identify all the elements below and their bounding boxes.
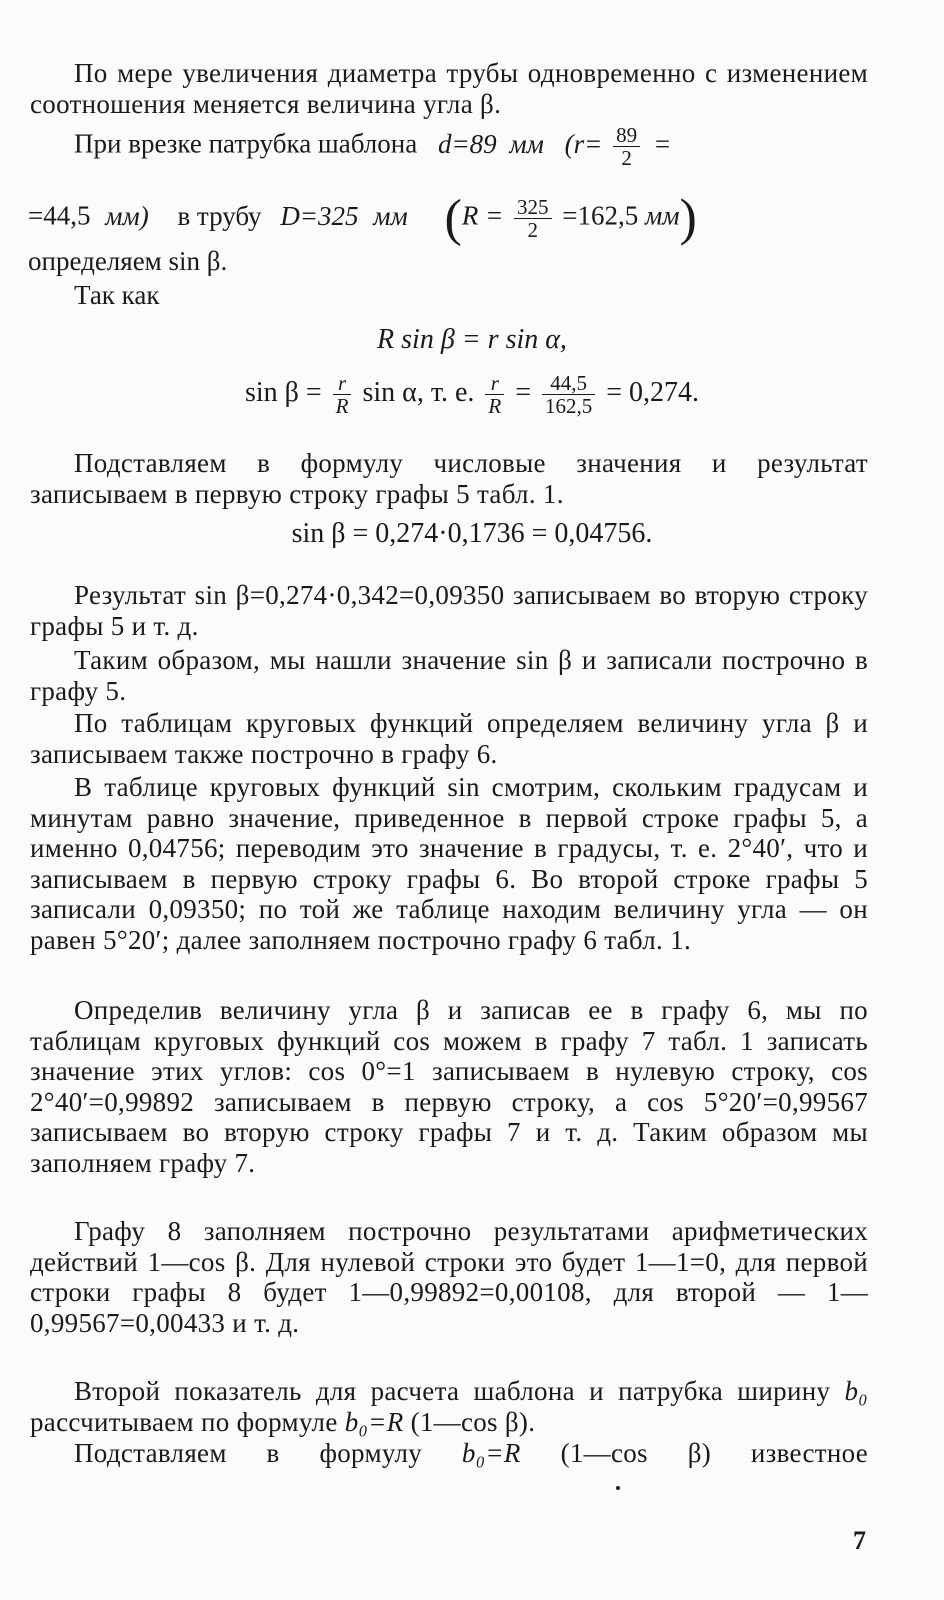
b0-formula: b₀=R xyxy=(461,1438,521,1468)
page-number: 7 xyxy=(853,1526,866,1555)
fraction-325-2 xyxy=(514,196,552,241)
numerator: 44,5 xyxy=(542,372,595,395)
denominator: R xyxy=(488,394,502,418)
text-since: Так как xyxy=(74,280,160,310)
paragraph-9: Определив величину угла β и записав ее в графу 6, мы по таблицам круговых функций cos можем в графу 7 табл. 1 записать значение этих углов: cos 0°=1 записываем в нулевую строку, cos 2°40′=0,99892 записываем в первую строку, а cos 5°20′=0,99567 записываем во вторую строку графы 7 и т. д. Таким образом мы заполняем графу 7. xyxy=(30,995,868,1178)
unit-mm: мм xyxy=(645,200,680,231)
result: = 0,274. xyxy=(606,376,700,408)
d-value: d=89 xyxy=(437,128,497,159)
sin-alpha: sin α, т. е. xyxy=(362,376,475,408)
text: (1—cos β). xyxy=(410,1406,536,1437)
fraction-r-R-2 xyxy=(485,372,504,417)
paragraph-5: Результат sin β=0,274·0,342=0,09350 записываем во вторую строку графы 5 и т. д. xyxy=(30,580,868,641)
unit-mm: мм xyxy=(509,128,544,159)
paragraph-1: По мере увеличения диаметра трубы одновременно с изменением соотношения меняется величина угла β. xyxy=(30,58,868,119)
text-lead: При врезке патрубка шаблона xyxy=(74,128,418,159)
numerator: 325 xyxy=(514,196,552,219)
fraction-44-162 xyxy=(542,372,595,417)
formula-text: R sin β = r sin α, xyxy=(377,324,567,355)
paragraph-4: Подставляем в формулу числовые значения и результат записываем в первую строку графы 5 табл. 1. xyxy=(30,448,868,509)
r-value: =44,5 xyxy=(28,200,91,231)
paragraph-11 xyxy=(30,1376,868,1437)
formula-result: sin β = 0,274·0,1736 = 0,04756. xyxy=(291,518,653,549)
equals: = xyxy=(515,376,532,408)
formula-sine-law xyxy=(0,324,944,356)
denominator: 2 xyxy=(527,218,539,242)
denominator: 2 xyxy=(621,146,632,170)
denominator: 162,5 xyxy=(545,394,593,418)
formula-line-1 xyxy=(74,124,864,169)
text: Второй показатель для расчета шаблона и патрубка ширину xyxy=(74,1376,831,1406)
numerator: r xyxy=(485,372,504,395)
formula-sin-beta xyxy=(0,372,944,417)
R-value: =162,5 xyxy=(562,200,639,231)
paragraph-7: По таблицам круговых функций определяем величину угла β и записываем также построчно в графу 6. xyxy=(30,708,868,769)
formula-line-2 xyxy=(28,189,868,247)
paragraph-10: Графу 8 заполняем построчно результатами арифметических действий 1—cos β. Для нулевой строки это будет 1—1=0, для первой строки графы 8 будет 1—0,99892=0,00108, для второй — 1—0,99567=0,00433 и т. д. xyxy=(30,1216,868,1338)
numerator: r xyxy=(333,372,352,395)
lhs: sin β = xyxy=(244,376,322,408)
text: рассчитываем по формуле xyxy=(30,1406,338,1437)
b0-symbol: b₀ xyxy=(844,1376,868,1406)
numerator: 89 xyxy=(613,124,640,147)
text-determine: определяем sin β. xyxy=(28,246,228,276)
unit-mm: мм) xyxy=(105,200,149,231)
D-value: D=325 xyxy=(280,200,359,231)
fraction-89-2 xyxy=(613,124,640,169)
paragraph-12 xyxy=(30,1438,868,1469)
text: Подставляем в формулу xyxy=(74,1438,423,1468)
right-paren: ) xyxy=(679,189,697,247)
text: (1—cos β) известное xyxy=(560,1438,868,1468)
b0-formula: b₀=R xyxy=(344,1406,404,1437)
equals: = xyxy=(654,128,671,159)
text-tube: в трубу xyxy=(177,200,262,231)
unit-mm: мм xyxy=(373,200,408,231)
print-speck xyxy=(616,1486,620,1490)
fraction-r-R xyxy=(333,372,352,417)
paragraph-6: Таким образом, мы нашли значение sin β и записали построчно в графу 5. xyxy=(30,645,868,706)
paragraph-8: В таблице круговых функций sin смотрим, скольким градусам и минутам равно значение, приведенное в первой строке графы 5, а именно 0,04756; переводим это значение в градусы, т. е. 2°40′, что и записываем в первую строку графы 6. Во второй строке графы 5 записали 0,09350; по той же таблице находим величину угла — он равен 5°20′; далее заполняем построчно графу 6 табл. 1. xyxy=(30,772,868,955)
left-paren: ( xyxy=(444,189,462,247)
denominator: R xyxy=(335,394,349,418)
r-open: (r= xyxy=(564,128,603,159)
R-label: R = xyxy=(461,200,504,231)
